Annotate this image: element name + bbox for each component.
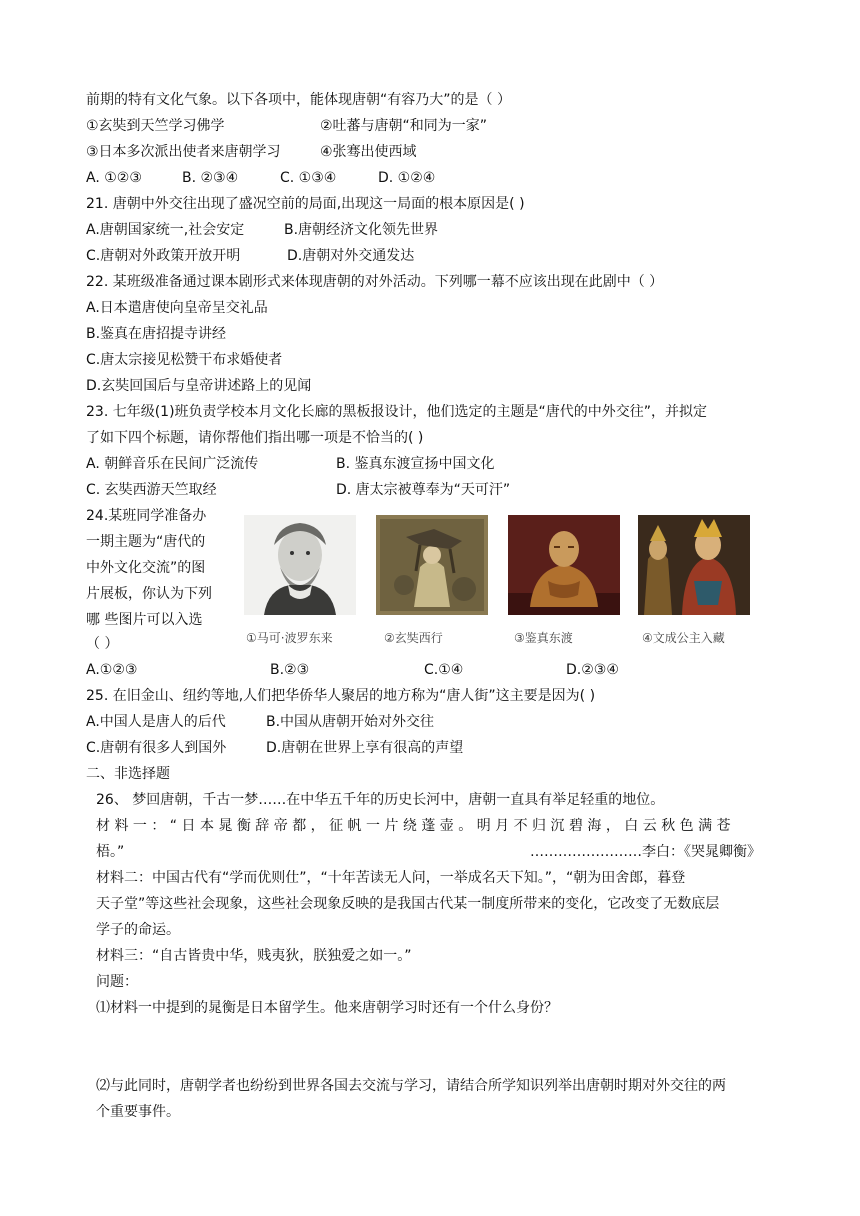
- choice-d: D. ①②④: [378, 170, 436, 186]
- q20-stem-continued: 前期的特有文化气象。以下各项中，能体现唐朝“有容乃大”的是（ ）: [86, 92, 511, 108]
- q20-item-1: ①玄奘到天竺学习佛学: [86, 118, 225, 134]
- choice-b: B.②③: [270, 662, 310, 678]
- choice-a: A. ①②③: [86, 170, 142, 186]
- material-1-line1: 材 料 一 ： “ 日 本 晁 衡 辞 帝 都 ， 征 帆 一 片 绕 蓬 壶 。 明 月 不 归 沉 碧 海 ， 白 云 秋 色 满 苍: [96, 818, 731, 834]
- choice-c: C. ①③④: [280, 170, 337, 186]
- q24-picture-panel: [238, 515, 768, 653]
- choice-d: D. 唐太宗被尊奉为“天可汗”: [336, 482, 511, 498]
- choice-b: B. ②③④: [182, 170, 239, 186]
- choice-a: A.中国人是唐人的后代: [86, 714, 226, 730]
- choice-a: A.唐朝国家统一,社会安定: [86, 222, 245, 238]
- choice-b: B.中国从唐朝开始对外交往: [266, 714, 435, 730]
- caption-wencheng: ④文成公主入藏: [642, 631, 725, 645]
- choice-c: C. 玄奘西游天竺取经: [86, 482, 217, 498]
- choice-a: A. 朝鲜音乐在民间广泛流传: [86, 456, 259, 472]
- question-2-line1: ⑵与此同时，唐朝学者也纷纷到世界各国去交流与学习，请结合所学知识列举出唐朝时期对外交往的两: [96, 1078, 726, 1094]
- choice-b: B. 鉴真东渡宣扬中国文化: [336, 456, 495, 472]
- jianzhen-statue-image: [508, 515, 620, 615]
- choice-c: C.唐朝有很多人到国外: [86, 740, 227, 756]
- q24-stem-6: （ ）: [86, 636, 119, 652]
- q22-stem: 22. 某班级准备通过课本剧形式来体现唐朝的对外活动。下列哪一幕不应该出现在此剧中（ ）: [86, 274, 664, 290]
- q22-choice-a: A.日本遣唐使向皇帝呈交礼品: [86, 300, 268, 316]
- choice-d: D.唐朝在世界上享有很高的声望: [266, 740, 464, 756]
- q20-item-4: ④张骞出使西域: [320, 144, 417, 160]
- xuanzang-painting-image: [376, 515, 488, 615]
- choice-d: D.唐朝对外交通发达: [287, 248, 415, 264]
- q20-item-2: ②吐蕃与唐朝“和同为一家”: [320, 118, 488, 134]
- wencheng-statue-image: [638, 515, 750, 615]
- material-2-line3: 学子的命运。: [96, 922, 180, 938]
- q26-stem: 26、 梦回唐朝，千古一梦……在中华五千年的历史长河中，唐朝一直具有举足轻重的地位。: [96, 792, 665, 808]
- q24-stem-4: 片展板，你认为下列: [86, 586, 212, 602]
- choice-d: D.②③④: [566, 662, 619, 678]
- q24-stem-1: 24.某班同学准备办: [86, 508, 207, 524]
- q22-choice-d: D.玄奘回国后与皇帝讲述路上的见闻: [86, 378, 312, 394]
- material-2-line1: 材料二：中国古代有“学而优则仕”，“十年苦读无人问，一举成名天下知。”，“朝为田舍郎，暮登: [96, 870, 686, 886]
- choice-c: C.唐朝对外政策开放开明: [86, 248, 241, 264]
- caption-marco-polo: ①马可·波罗东来: [246, 631, 333, 645]
- material-1-source: ……………………李白：《哭晁卿衡》: [530, 844, 761, 860]
- q23-stem-line1: 23. 七年级(1)班负责学校本月文化长廊的黑板报设计，他们选定的主题是“唐代的中外交往”，并拟定: [86, 404, 708, 420]
- choice-a: A.①②③: [86, 662, 138, 678]
- marco-polo-portrait-image: [244, 515, 356, 615]
- section-heading-non-choice: 二、非选择题: [86, 766, 170, 782]
- q25-stem: 25. 在旧金山、纽约等地,人们把华侨华人聚居的地方称为“唐人街”这主要是因为( ): [86, 688, 596, 704]
- material-3: 材料三：“自古皆贵中华，贱夷狄，朕独爱之如一。”: [96, 948, 412, 964]
- caption-xuanzang: ②玄奘西行: [384, 631, 443, 645]
- material-1-line2: 梧。”: [96, 844, 125, 860]
- questions-label: 问题：: [96, 974, 138, 990]
- question-2-line2: 个重要事件。: [96, 1104, 180, 1120]
- q24-stem-2: 一期主题为“唐代的: [86, 534, 206, 550]
- q21-stem: 21. 唐朝中外交往出现了盛况空前的局面,出现这一局面的根本原因是( ): [86, 196, 525, 212]
- caption-jianzhen: ③鉴真东渡: [514, 631, 573, 645]
- q24-stem-5: 哪 些图片可以入选: [86, 612, 203, 628]
- choice-c: C.①④: [424, 662, 464, 678]
- q20-item-3: ③日本多次派出使者来唐朝学习: [86, 144, 281, 160]
- q24-stem-3: 中外文化交流”的图: [86, 560, 206, 576]
- question-1: ⑴材料一中提到的晁衡是日本留学生。他来唐朝学习时还有一个什么身份？: [96, 1000, 558, 1016]
- q23-stem-line2: 了如下四个标题，请你帮他们指出哪一项是不恰当的( ): [86, 430, 424, 446]
- q22-choice-c: C.唐太宗接见松赞干布求婚使者: [86, 352, 283, 368]
- choice-b: B.唐朝经济文化领先世界: [284, 222, 439, 238]
- material-2-line2: 天子堂”等这些社会现象，这些社会现象反映的是我国古代某一制度所带来的变化，它改变了无数底层: [96, 896, 720, 912]
- q22-choice-b: B.鉴真在唐招提寺讲经: [86, 326, 227, 342]
